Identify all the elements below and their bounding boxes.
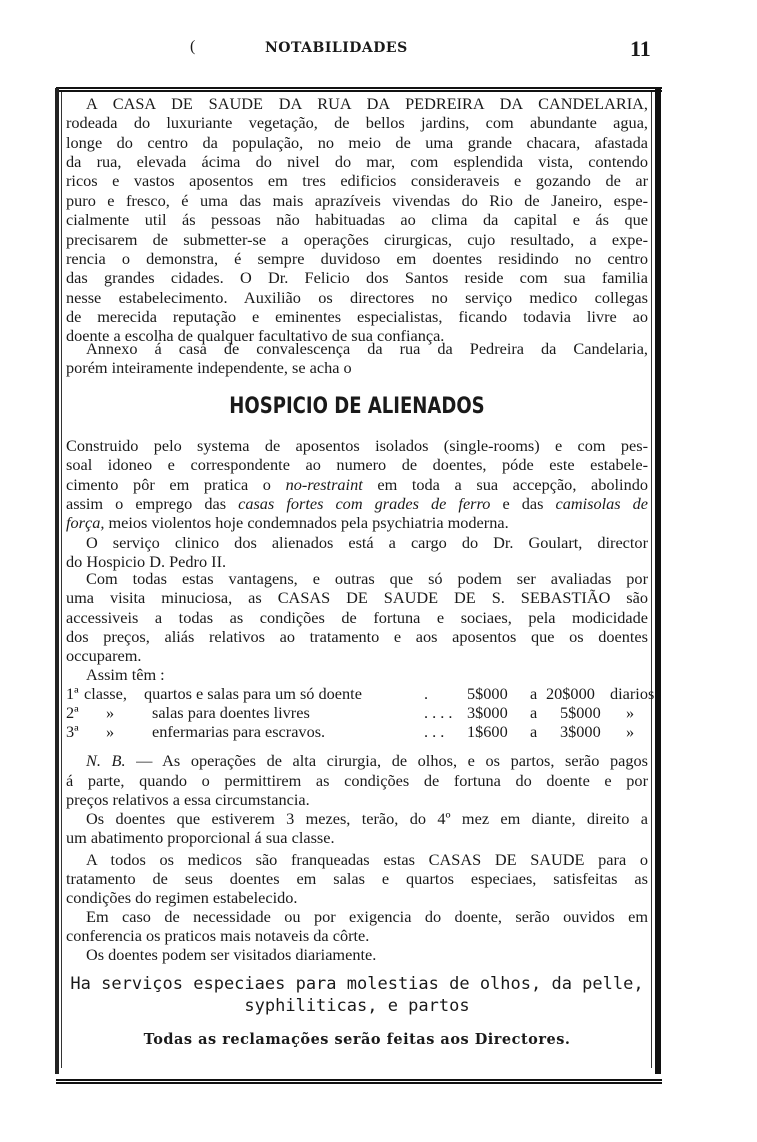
text-line (66, 494, 648, 513)
text-line: á parte, quando o permittirem as condições de fortuna do doente e por (66, 771, 648, 790)
price-sep: a (530, 722, 538, 741)
price-unit: » (626, 722, 635, 741)
price-sep: a (530, 703, 538, 722)
price-description: salas para doentes livres (152, 703, 310, 722)
price-dots: . (424, 684, 429, 703)
italic-text: no-restraint (285, 475, 363, 494)
price-prefix: » (106, 703, 115, 722)
margin-mark: ( (190, 38, 196, 55)
text-line: conferencia os praticos mais notaveis da côrte. (66, 926, 370, 945)
text-line: rencia o demonstra, é sempre duvidoso em doentes residindo no centro (66, 249, 648, 268)
price-from: 1$600 (467, 722, 508, 741)
special-services-line-2: syphiliticas, e partos (244, 996, 470, 1016)
text-line (86, 751, 648, 770)
price-from: 5$000 (467, 684, 508, 703)
italic-text: força, (66, 513, 105, 532)
text-line: das grandes cidades. O Dr. Felicio dos Santos reside com sua familia (66, 268, 648, 287)
text-line: ricos e vastos aposentos em tres edificios consideraveis e gozando de ar (66, 171, 648, 190)
text-line: um abatimento proporcional á sua classe. (66, 828, 335, 847)
text-line: Assim têm : (86, 665, 165, 684)
text-line (66, 475, 648, 494)
price-dots: . . . . (424, 703, 453, 722)
text-line: puro e fresco, é uma das mais aprazíveis vivendas do Rio de Janeiro, espe- (66, 191, 648, 210)
price-description: quartos e salas para um só doente (144, 684, 362, 703)
text-line: de merecida reputação e eminentes especialistas, ficando todavia livre ao (66, 307, 648, 326)
italic-text: casas fortes com grades de ferro (238, 494, 491, 513)
price-class: 3ª (66, 722, 79, 741)
text-line: preços relativos a essa circumstancia. (66, 790, 310, 809)
text-line: Annexo á casa de convalescença da rua da Pedreira da Candelaria, (86, 339, 648, 358)
text-line: O serviço clinico dos alienados está a cargo do Dr. Goulart, director (86, 533, 648, 552)
text-segment: e das (490, 494, 556, 513)
price-sep: a (530, 684, 538, 703)
text-line: condições do regimen estabelecido. (66, 888, 298, 907)
text-line: tratamento de seus doentes em salas e quartos especiaes, satisfeitas as (66, 869, 648, 888)
price-to: 20$000 (546, 684, 595, 703)
text-line: A CASA DE SAUDE DA RUA DA PEDREIRA DA CANDELARIA, (86, 94, 648, 113)
text-line (66, 513, 648, 532)
text-segment: assim o emprego das (66, 494, 239, 513)
price-prefix: » (106, 722, 115, 741)
price-description: enfermarias para escravos. (152, 722, 326, 741)
price-class: 1ª (66, 684, 79, 703)
text-line: accessiveis a todas as condições de fortuna e sociaes, pela modicidade (66, 608, 648, 627)
text-line: do Hospicio D. Pedro II. (66, 552, 227, 571)
running-header: NOTABILIDADES (265, 40, 408, 56)
frame-left-rule (55, 88, 59, 1074)
section-heading: HOSPICIO DE ALIENADOS (229, 394, 485, 419)
text-segment: — As operações de alta cirurgia, de olhos, e os partos, serão pagos (125, 751, 648, 770)
text-line: da rua, elevada ácima do nivel do mar, com esplendida vista, contendo (66, 152, 648, 171)
frame-right-rule (655, 88, 661, 1074)
price-dots: . . . (424, 722, 445, 741)
text-line: Em caso de necessidade ou por exigencia do doente, serão ouvidos em (86, 907, 648, 926)
text-line: uma visita minuciosa, as CASAS DE SAUDE DE S. SEBASTIÃO são (66, 588, 648, 607)
text-line: porém inteiramente independente, se acha o (66, 358, 352, 377)
text-line: Com todas estas vantagens, e outras que só podem ser avaliadas por (86, 569, 648, 588)
price-unit: » (626, 703, 635, 722)
footer-note: Todas as reclamações serão feitas aos Directores. (143, 1031, 571, 1048)
frame-right-inner-rule (651, 92, 652, 1068)
price-from: 3$000 (467, 703, 508, 722)
text-segment: cimento pôr em pratica o (66, 475, 286, 494)
price-to: 3$000 (560, 722, 601, 741)
page-number: 11 (630, 36, 651, 61)
special-services-line-1: Ha serviços especiaes para molestias de olhos, da pelle, (70, 974, 644, 994)
text-line: occuparem. (66, 646, 142, 665)
text-line: precisarem de submetter-se a operações cirurgicas, cujo resultado, a expe- (66, 230, 648, 249)
text-line: A todos os medicos são franqueadas estas CASAS DE SAUDE para o (86, 850, 648, 869)
text-line: doente a escolha de qualquer facultativo de sua confiança. (66, 326, 445, 345)
italic-text: camisolas de (555, 494, 649, 513)
price-unit: diarios (610, 684, 655, 703)
text-line: Os doentes que estiverem 3 mezes, terão, do 4º mez em diante, direito a (86, 809, 648, 828)
text-segment: meios violentos hoje condemnados pela psychiatria moderna. (104, 513, 509, 532)
text-line: Os doentes podem ser visitados diariamente. (86, 945, 377, 964)
price-to: 5$000 (560, 703, 601, 722)
frame-left-inner-rule (61, 92, 62, 1068)
italic-text: N. B. (86, 751, 126, 770)
text-line: soal idoneo e correspondente ao numero de doentes, póde este estabele- (66, 455, 648, 474)
price-prefix: classe, (84, 684, 127, 703)
text-line: nesse estabelecimento. Auxilião os directores no serviço medico collegas (66, 288, 648, 307)
text-line: dos preços, aliás relativos ao tratamento e aos aposentos que os doentes (66, 627, 648, 646)
text-line: Construido pelo systema de aposentos isolados (single-rooms) e com pes- (66, 436, 648, 455)
text-line: cialmente util ás pessoas não habituadas ao clima da capital e ás que (66, 210, 648, 229)
price-class: 2ª (66, 703, 79, 722)
text-segment: em toda a sua accepção, abolindo (362, 475, 648, 494)
text-line: longe do centro da população, no meio de uma grande chacara, afastada (66, 133, 648, 152)
text-line: rodeada do luxuriante vegetação, de bellos jardins, com abundante agua, (66, 113, 648, 132)
